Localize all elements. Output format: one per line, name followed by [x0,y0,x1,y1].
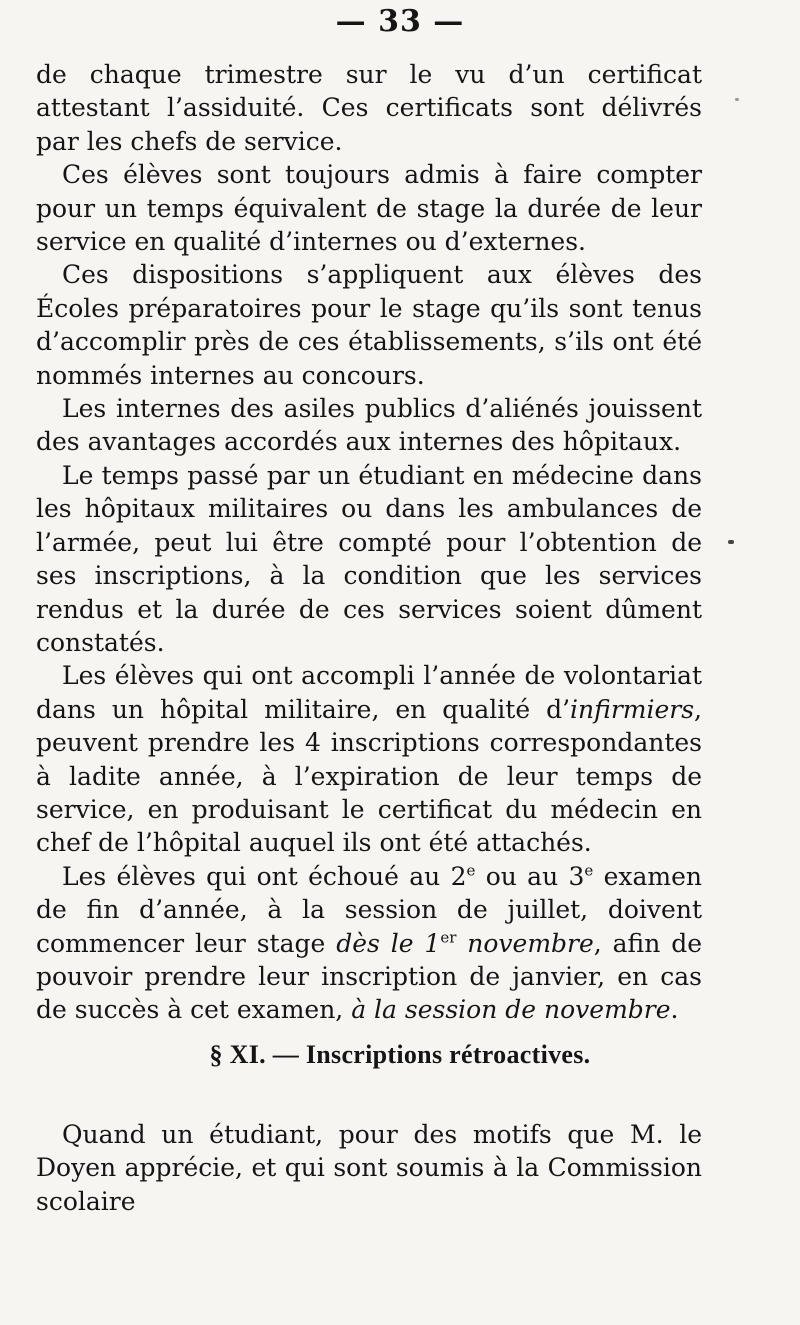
section-heading: § XI. — Inscriptions rétroactives. [209,1040,591,1069]
paragraph-6 [36,659,702,859]
paragraph-4: Les internes des asiles publics d’aliénés jouissent des avantages accordés aux internes des hôpitaux. [36,394,702,457]
superscript: er [440,928,457,947]
superscript: e [466,861,476,880]
superscript: e [584,861,594,880]
body-text-continued [36,1118,702,1218]
paragraph-7-italic: à la session de novembre [351,995,671,1025]
paragraph-2: Ces élèves sont toujours admis à faire compter pour un temps équivalent de stage la durée de leur service en qualité d’internes ou d’externes. [36,160,702,257]
paragraph-7-italic: dès le 1 [336,928,441,958]
paragraph-7-italic: novembre [456,928,594,958]
paragraph-3: Ces dispositions s’appliquent aux élèves des Écoles préparatoires pour le stage qu’ils sont tenus d’accomplir près de ces établissements, s’ils ont été nommés internes au concours. [36,260,702,390]
paragraph-5: Le temps passé par un étudiant en médecine dans les hôpitaux militaires ou dans les ambulances de l’armée, peut lui être compté pour l’obtention de ses inscriptions, à la condition que les services rendus et la durée de ces services soient dûment constatés. [36,460,702,657]
ink-speck [735,98,739,101]
paragraph-7-text: Les élèves qui ont échoué au 2 [62,861,467,891]
paragraph-6-text: Les élèves qui ont accompli l’année de volontariat dans un hôpital militaire, en qualité d’ [36,661,702,724]
paragraph-7 [36,860,702,1027]
body-text [36,58,702,1027]
paragraph-7-text: examen de fin d’année, à la session de juillet, doivent commencer leur stage [36,861,703,958]
paragraph-1: de chaque trimestre sur le vu d’un certificat attestant l’assiduité. Ces certificats sont délivrés par les chefs de service. [36,60,702,156]
ink-speck [728,540,734,544]
paragraph-7-text: , afin de pouvoir prendre leur inscription de janvier, en cas de succès à cet examen, [36,928,702,1025]
paragraph-8: Quand un étudiant, pour des motifs que M. le Doyen apprécie, et qui sont soumis à la Commission scolaire [36,1120,702,1216]
paragraph-6-text-end: , peuvent prendre les 4 inscriptions correspondantes à ladite année, à l’expiration de leur temps de service, en produisant le certificat du médecin en chef de l’hôpital auquel ils ont été attachés. [36,694,702,858]
paragraph-6-italic: infirmiers [570,694,695,724]
paragraph-7-text: . [670,995,679,1025]
paragraph-7-text: ou au 3 [475,861,585,891]
page-number: — 33 — [335,4,465,39]
